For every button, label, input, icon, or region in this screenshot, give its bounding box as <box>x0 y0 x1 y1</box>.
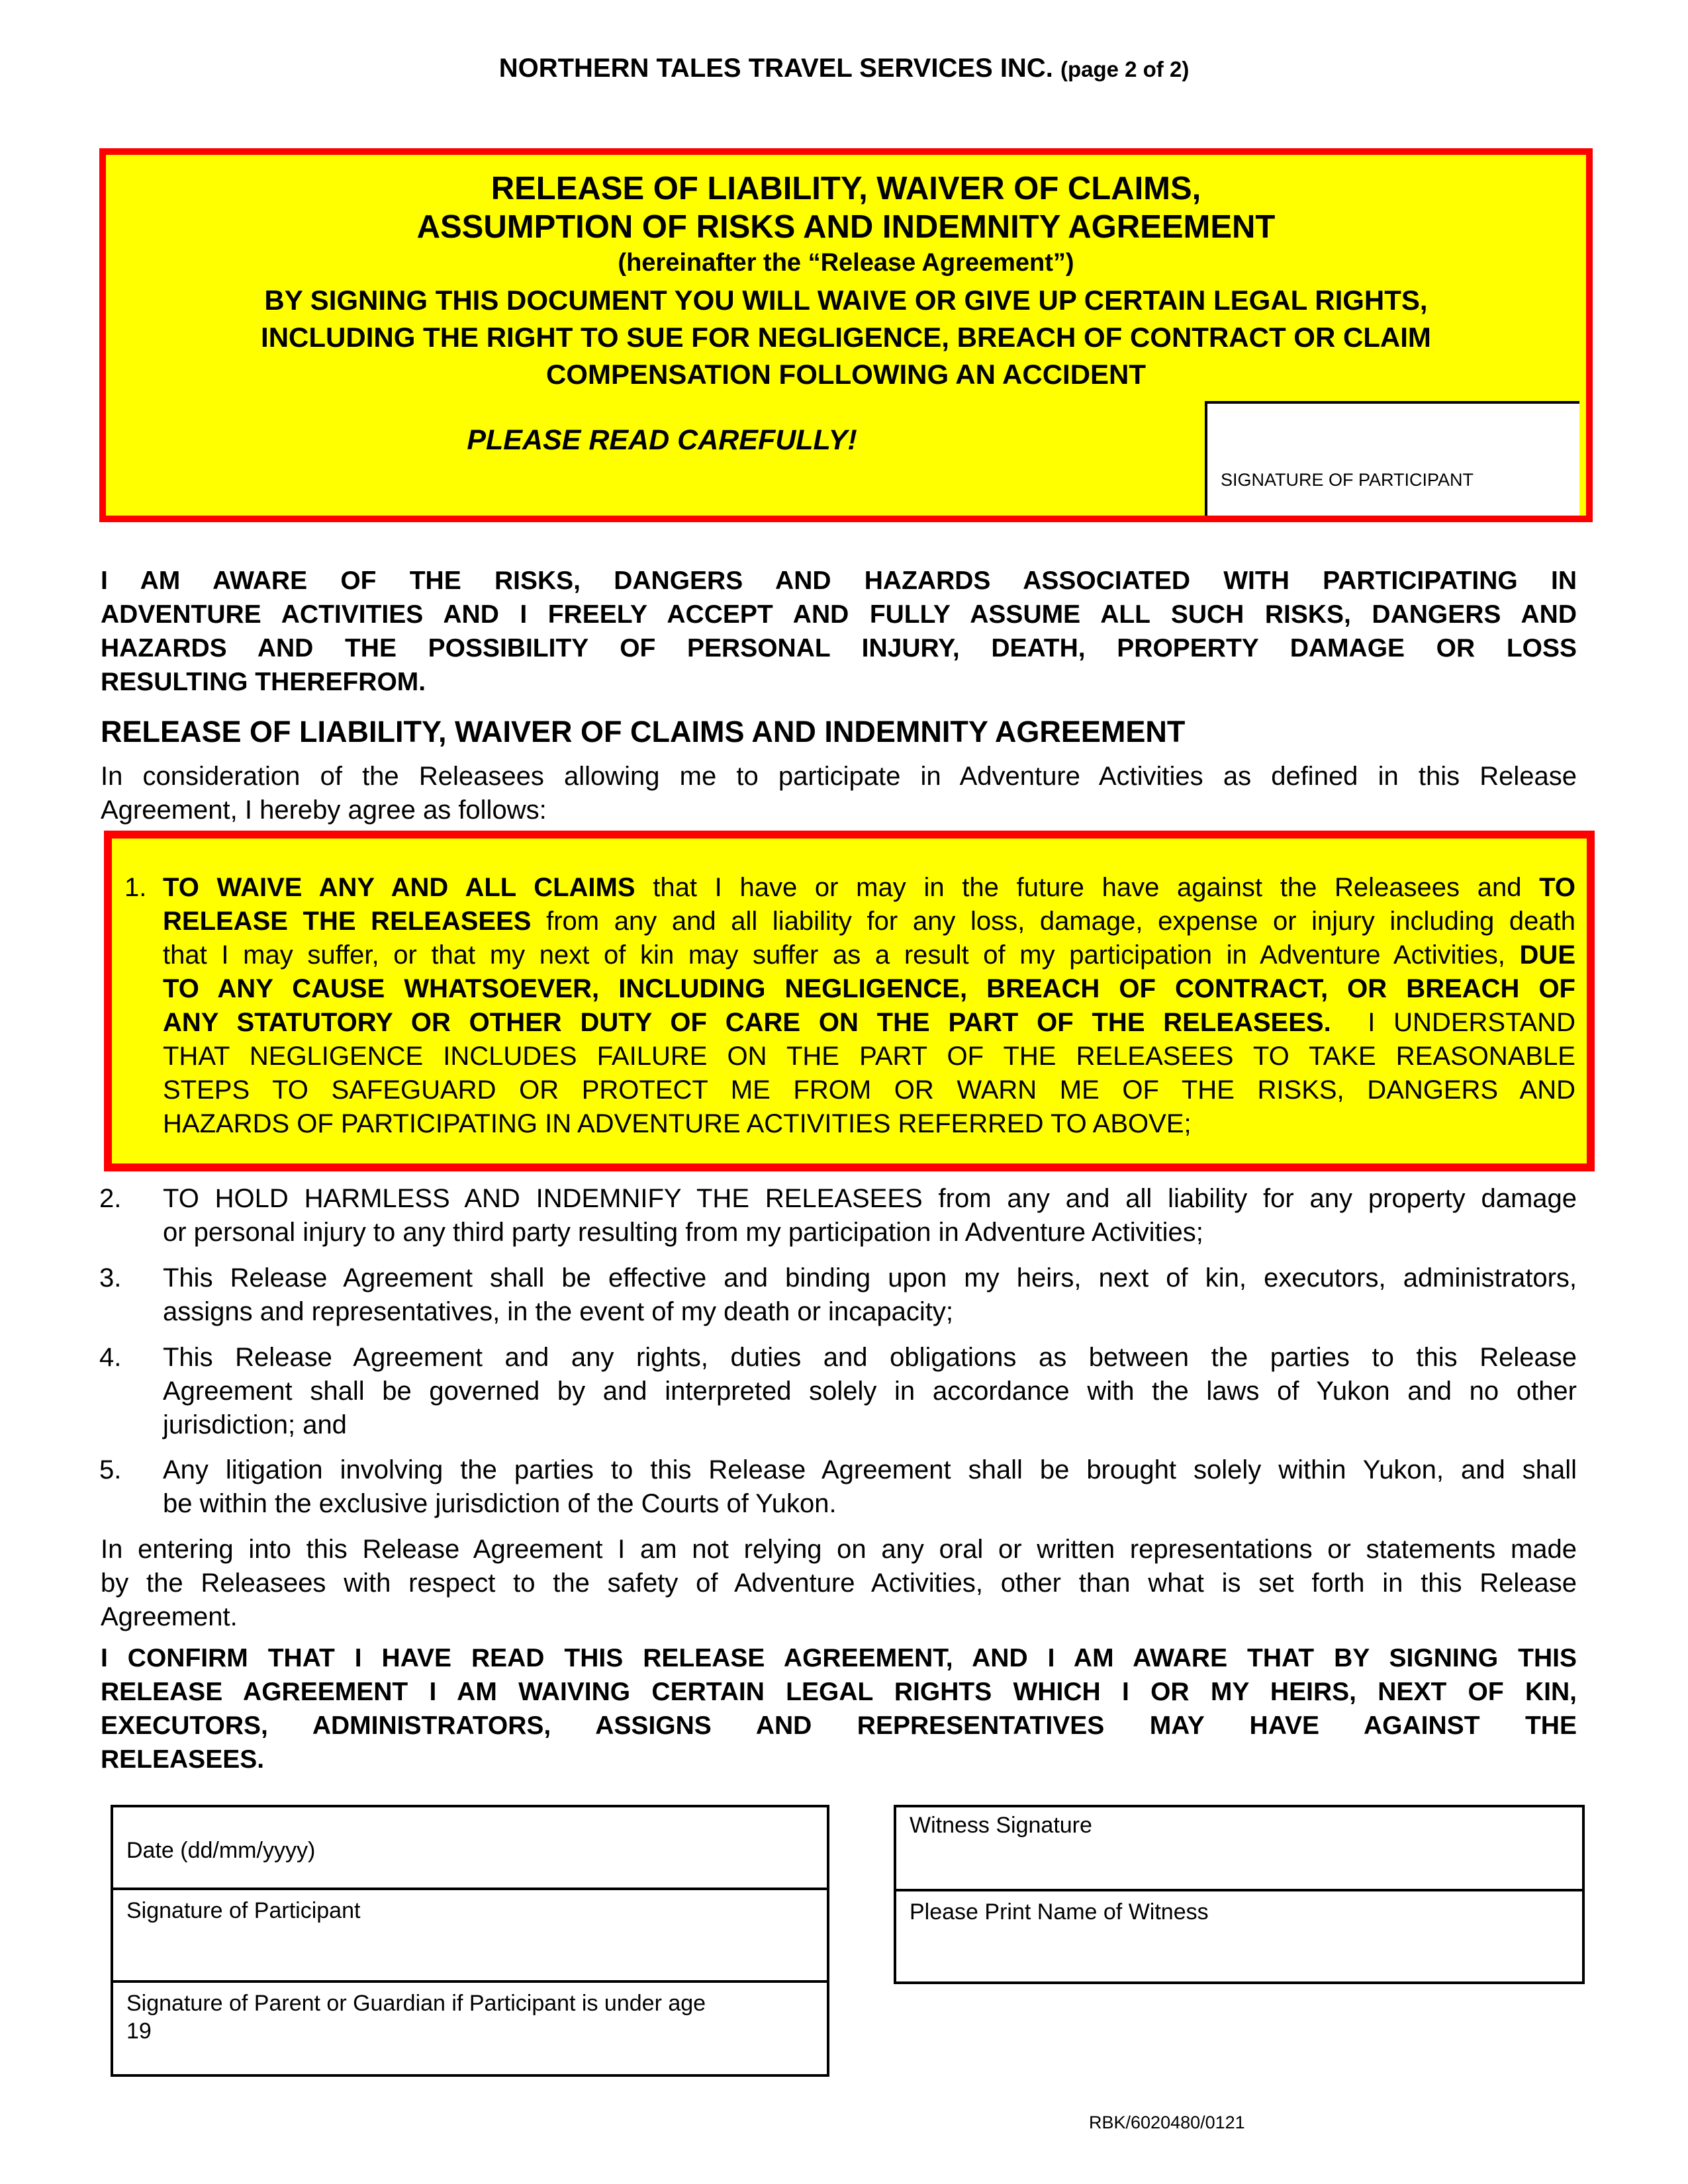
clause-line: Any litigation involving the parties to this Release Agreement shall be brought solely within Yukon, and shall <box>163 1455 1577 1484</box>
clause-5-text <box>163 1453 1577 1521</box>
witness-name-label: Please Print Name of Witness <box>910 1899 1209 1925</box>
date-field[interactable] <box>112 1806 828 1889</box>
text: that I have or may in the future have against the Releasees and <box>635 873 1540 902</box>
intro-line: Agreement, I hereby agree as follows: <box>101 796 547 825</box>
banner-signature-label: SIGNATURE OF PARTICIPANT <box>1221 470 1474 490</box>
confirmation-line: EXECUTORS, ADMINISTRATORS, ASSIGNS AND REPRESENTATIVES MAY HAVE AGAINST THE <box>101 1711 1577 1740</box>
clause-1-line <box>163 938 1575 972</box>
clause-line: This Release Agreement shall be effective and binding upon my heirs, next of kin, executors, administrators, <box>163 1263 1577 1293</box>
banner-title-line-1: RELEASE OF LIABILITY, WAIVER OF CLAIMS, <box>491 171 1201 206</box>
clause-number: 2. <box>99 1184 122 1213</box>
representations-statement <box>101 1533 1577 1634</box>
representations-line: Agreement. <box>101 1602 238 1631</box>
clause-1-line: THAT NEGLIGENCE INCLUDES FAILURE ON THE PART OF THE RELEASEES TO TAKE REASONABLE <box>163 1042 1575 1071</box>
clause-line: jurisdiction; and <box>163 1410 347 1439</box>
section-heading: RELEASE OF LIABILITY, WAIVER OF CLAIMS AND INDEMNITY AGREEMENT <box>101 715 1186 749</box>
clause-1-text <box>163 871 1575 1141</box>
awareness-line: I AM AWARE OF THE RISKS, DANGERS AND HAZARDS ASSOCIATED WITH PARTICIPATING IN <box>101 567 1577 595</box>
witness-name-field[interactable] <box>895 1890 1583 1983</box>
emphasis: DUE <box>1519 940 1575 970</box>
page-number-note: (page 2 of 2) <box>1060 57 1190 81</box>
witness-signature-field[interactable] <box>895 1806 1583 1890</box>
risk-awareness-statement <box>101 564 1577 699</box>
clause-1-line <box>163 905 1575 938</box>
clause-line: or personal injury to any third party resulting from my participation in Adventure Activities; <box>163 1218 1203 1247</box>
banner-subtitle: (hereinafter the “Release Agreement”) <box>618 249 1074 277</box>
participant-signature-form <box>111 1805 829 2077</box>
emphasis: RELEASE THE RELEASEES <box>163 907 532 936</box>
clause-line: be within the exclusive jurisdiction of the Courts of Yukon. <box>163 1489 837 1518</box>
text: that I may suffer, or that my next of kin may suffer as a result of my participation in Adventure Activities, <box>163 940 1520 970</box>
clause-line: This Release Agreement and any rights, duties and obligations as between the parties to this Release <box>163 1343 1577 1372</box>
representations-line: In entering into this Release Agreement I am not relying on any oral or written representations or statements made <box>101 1535 1577 1564</box>
page-header <box>0 52 1688 86</box>
clause-number: 4. <box>99 1343 122 1372</box>
banner-warning-line-3: COMPENSATION FOLLOWING AN ACCIDENT <box>545 359 1147 390</box>
witness-signature-label: Witness Signature <box>910 1813 1092 1838</box>
emphasis: TO WAIVE ANY AND ALL CLAIMS <box>163 873 635 902</box>
emphasis: TO <box>1539 873 1575 902</box>
read-carefully-notice: PLEASE READ CAREFULLY! <box>467 424 857 456</box>
clause-line: TO HOLD HARMLESS AND INDEMNIFY THE RELEASEES from any and all liability for any property damage <box>163 1184 1577 1213</box>
awareness-line: ADVENTURE ACTIVITIES AND I FREELY ACCEPT AND FULLY ASSUME ALL SUCH RISKS, DANGERS AND <box>101 600 1577 629</box>
clause-1-line: TO ANY CAUSE WHATSOEVER, INCLUDING NEGLIGENCE, BREACH OF CONTRACT, OR BREACH OF <box>163 974 1575 1003</box>
intro-line: In consideration of the Releasees allowing me to participate in Adventure Activities as defined in this Release <box>101 762 1577 791</box>
clause-line: assigns and representatives, in the event of my death or incapacity; <box>163 1297 954 1326</box>
witness-form <box>894 1805 1585 1984</box>
clause-number: 3. <box>99 1263 122 1293</box>
clause-1-line: HAZARDS OF PARTICIPATING IN ADVENTURE ACTIVITIES REFERRED TO ABOVE; <box>163 1109 1192 1138</box>
clause-1-line: STEPS TO SAFEGUARD OR PROTECT ME FROM OR WARN ME OF THE RISKS, DANGERS AND <box>163 1075 1575 1105</box>
confirmation-line: RELEASEES. <box>101 1745 265 1774</box>
company-name: NORTHERN TALES TRAVEL SERVICES INC. <box>498 54 1053 83</box>
clause-number: 1. <box>124 873 147 902</box>
release-banner <box>99 148 1593 522</box>
awareness-line: RESULTING THEREFROM. <box>101 668 426 696</box>
awareness-line: HAZARDS AND THE POSSIBILITY OF PERSONAL INJURY, DEATH, PROPERTY DAMAGE OR LOSS <box>101 634 1577 662</box>
confirmation-statement <box>101 1641 1577 1776</box>
clause-3-text <box>163 1261 1577 1329</box>
participant-signature-field[interactable] <box>112 1889 828 1981</box>
banner-warning-line-2: INCLUDING THE RIGHT TO SUE FOR NEGLIGENCE, BREACH OF CONTRACT OR CLAIM <box>261 322 1431 353</box>
guardian-signature-label: Signature of Parent or Guardian if Participant is under age <box>126 1991 706 2016</box>
section-intro <box>101 760 1577 827</box>
confirmation-line: I CONFIRM THAT I HAVE READ THIS RELEASE AGREEMENT, AND I AM AWARE THAT BY SIGNING THIS <box>101 1644 1577 1672</box>
clause-2-text <box>163 1182 1577 1250</box>
text: I UNDERSTAND <box>1331 1008 1575 1037</box>
clause-line: Agreement shall be governed by and interpreted solely in accordance with the laws of Yukon and no other <box>163 1377 1577 1406</box>
confirmation-line: RELEASE AGREEMENT I AM WAIVING CERTAIN LEGAL RIGHTS WHICH I OR MY HEIRS, NEXT OF KIN, <box>101 1678 1577 1706</box>
date-label: Date (dd/mm/yyyy) <box>126 1838 316 1863</box>
clause-4-text <box>163 1341 1577 1442</box>
participant-signature-label: Signature of Participant <box>126 1898 361 1923</box>
clause-1-line <box>163 871 1575 905</box>
representations-line: by the Releasees with respect to the safety of Adventure Activities, other than what is set forth in this Release <box>101 1569 1577 1598</box>
clause-1-line <box>163 1006 1575 1040</box>
banner-title-line-2: ASSUMPTION OF RISKS AND INDEMNITY AGREEMENT <box>416 209 1276 245</box>
text: from any and all liability for any loss, damage, expense or injury including death <box>531 907 1576 936</box>
form-code: RBK/6020480/0121 <box>1089 2113 1245 2132</box>
banner-warning-line-1: BY SIGNING THIS DOCUMENT YOU WILL WAIVE OR GIVE UP CERTAIN LEGAL RIGHTS, <box>264 285 1428 316</box>
guardian-signature-label-age: 19 <box>126 2019 152 2044</box>
clause-number: 5. <box>99 1455 122 1484</box>
emphasis: ANY STATUTORY OR OTHER DUTY OF CARE ON THE PART OF THE RELEASEES. <box>163 1008 1331 1037</box>
guardian-signature-field[interactable] <box>112 1981 828 2075</box>
banner-signature-box[interactable] <box>1205 401 1579 516</box>
